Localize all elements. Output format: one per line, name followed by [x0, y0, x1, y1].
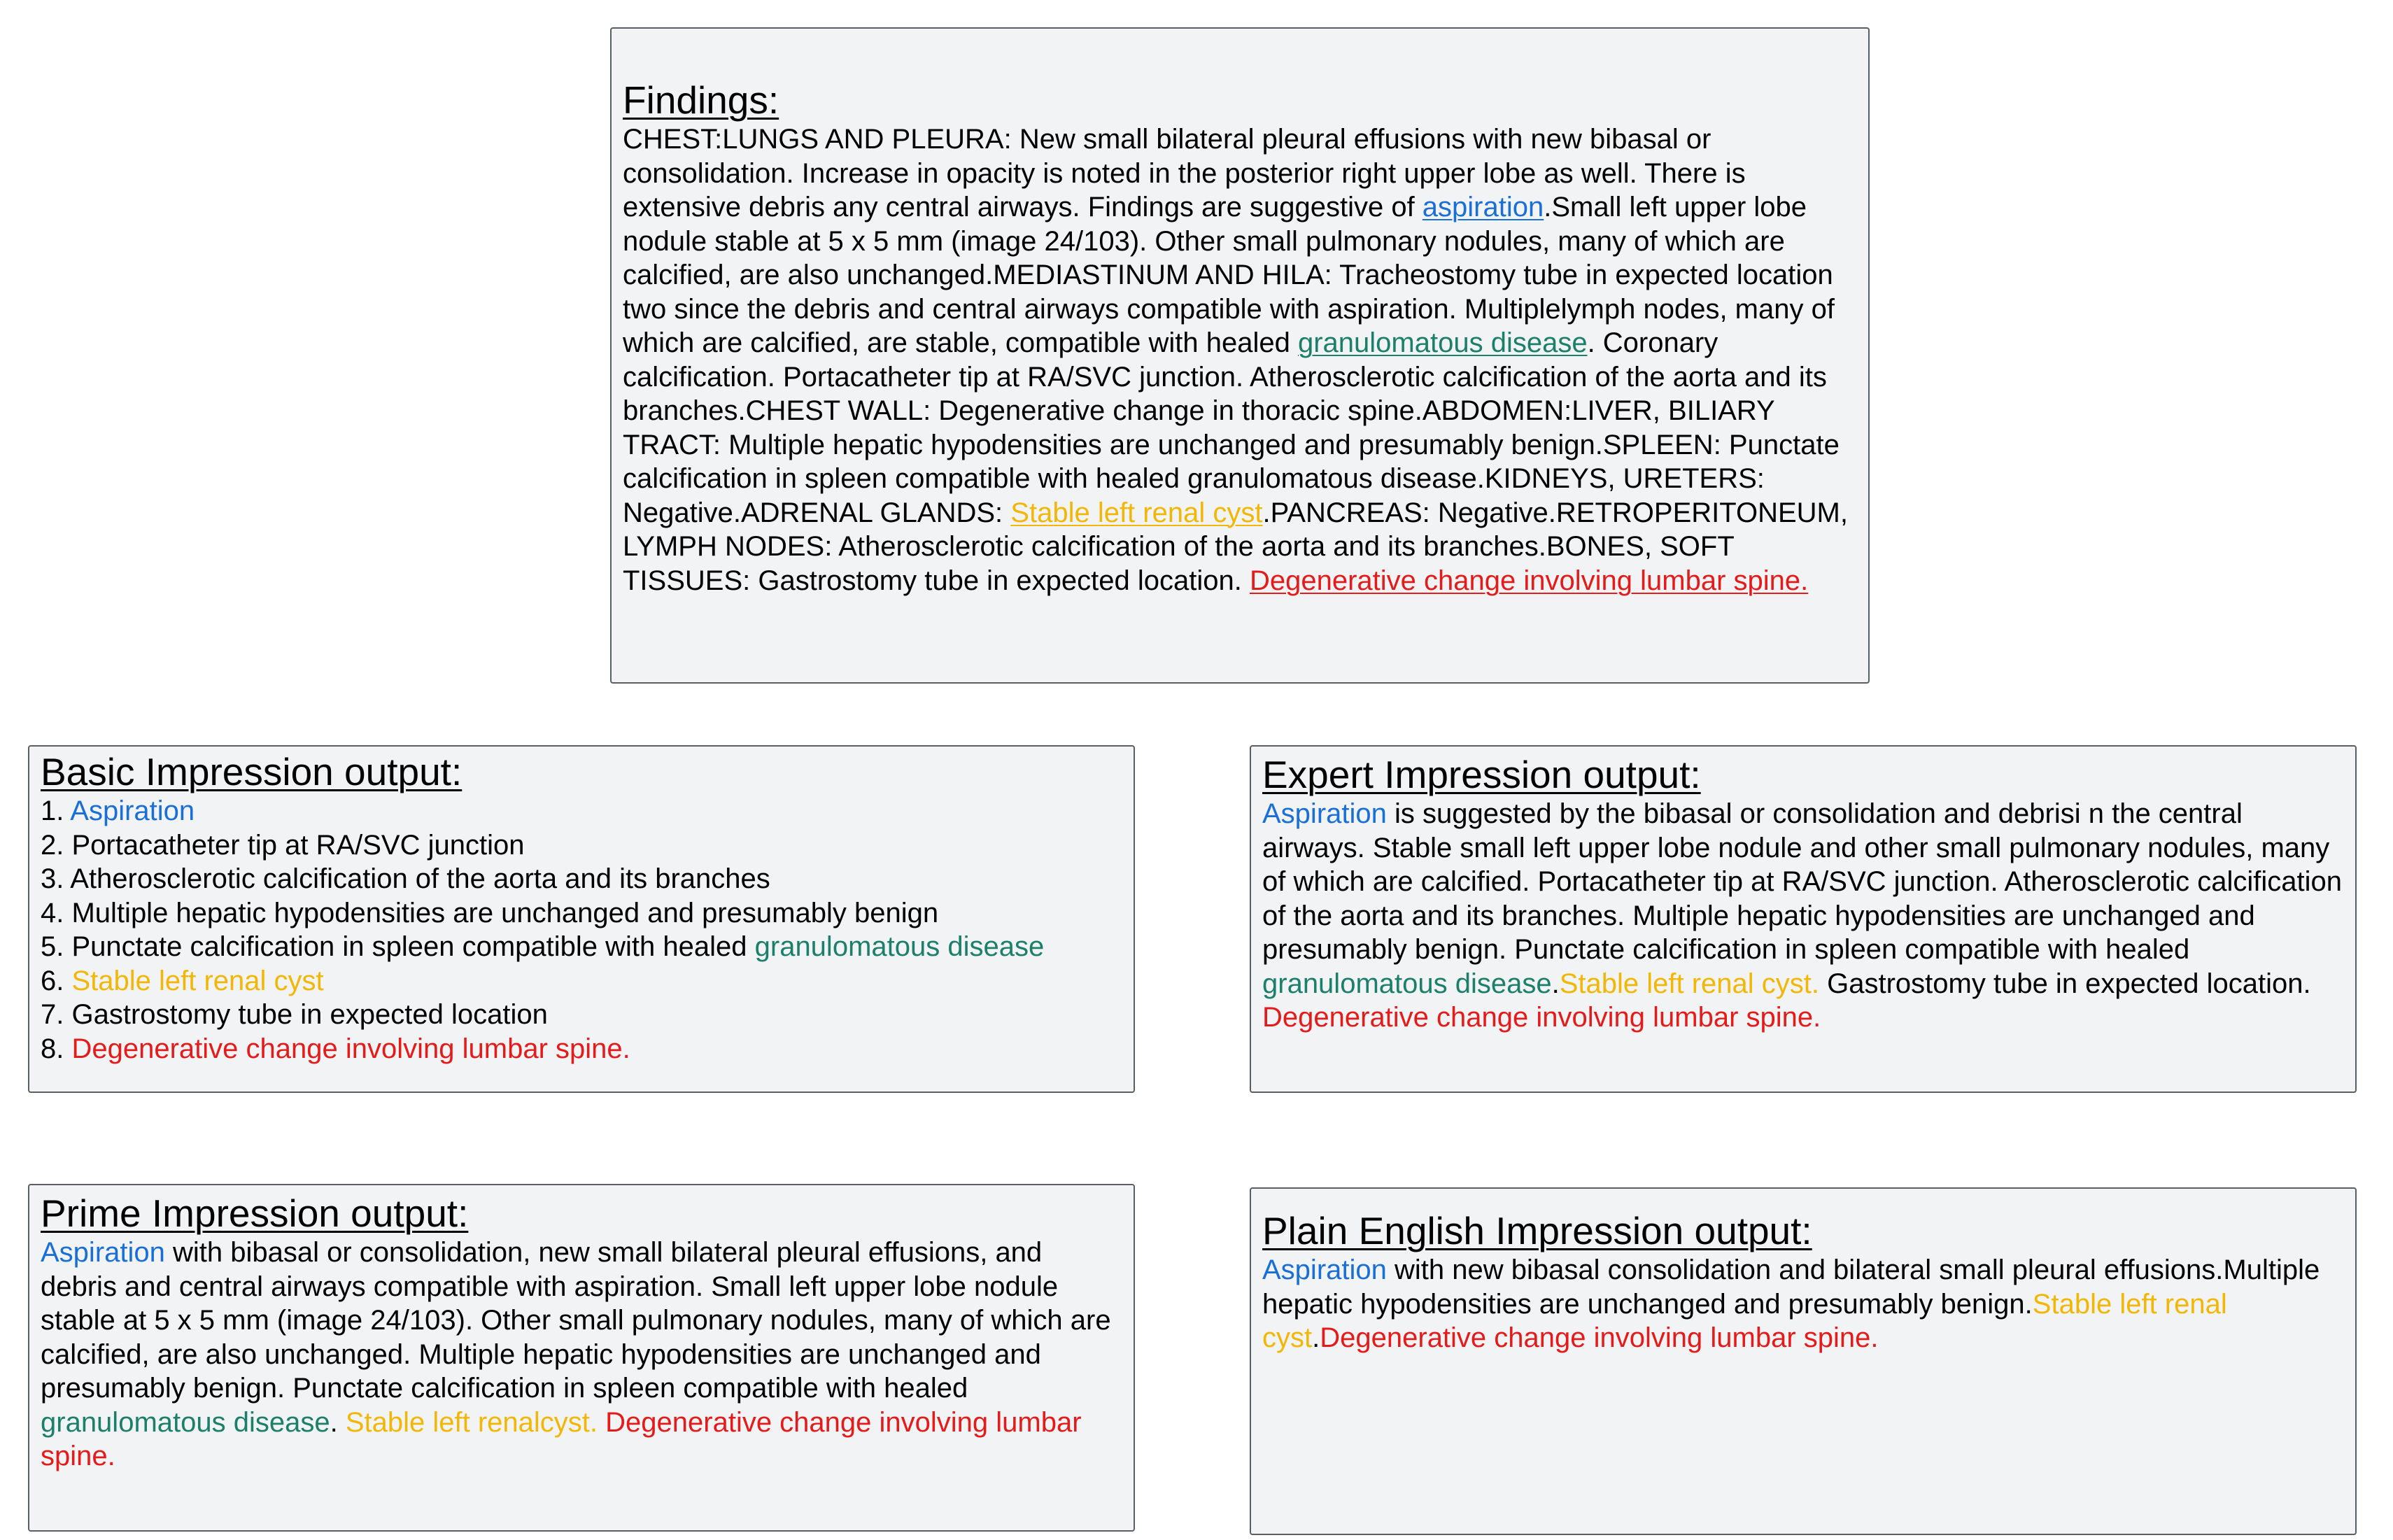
text-segment: Gastrostomy tube in expected location. [1819, 968, 2311, 999]
expert-impression-box [1250, 745, 2357, 1093]
lumbar-highlight: Degenerative change involving lumbar spine. [1320, 1322, 1879, 1353]
findings-box [610, 27, 1870, 684]
text-segment: is suggested by the bibasal or consolidation and debrisi n the central airways. Stable small left upper lobe nodule and other small pulmonary nodules, many of which are calcified. Portacatheter tip at RA/SVC junction. Atherosclerotic calcification of the aorta and its branches. Multiple hepatic hypodensities are unchanged and presumably benign. Punctate calcification in spleen compatible with healed [1262, 798, 2342, 965]
list-item-number: 6. [41, 965, 72, 996]
aspiration-highlight: Aspiration [1262, 1255, 1387, 1285]
expert-impression-text [1262, 797, 2344, 1035]
aspiration-highlight: Aspiration [41, 1237, 165, 1268]
list-item-text: Portacatheter tip at RA/SVC junction [71, 829, 525, 861]
list-item [41, 862, 1122, 896]
text-segment: . [330, 1406, 346, 1438]
aspiration-highlight: Aspiration [1262, 798, 1387, 829]
findings-segment-2: .Small left upper lobe nodule stable at 5 x 5 mm (image 24/103). Other small pulmonary nodules, many of which are calcified, are also unchanged.MEDIASTINUM AND HILA: Tracheostomy tube in expected location two since the debris and central airways compatible with aspiration. Multiplelymph nodes, many of which are calcified, are stable, compatible with healed [623, 192, 1835, 358]
renal-cyst-highlight: Stable left renal cyst [1262, 1288, 2227, 1353]
findings-segment-3: . Coronary calcification. Portacatheter tip at RA/SVC junction. Atherosclerotic calcification of the aorta and its branches.CHEST WALL: Degenerative change in thoracic spine.ABDOMEN:LIVER, BILIARY TRACT: Multiple hepatic hypodensities are unchanged and presumably benign.SPLEEN: Punctate calcification in spleen compatible with healed granulomatous disease.KIDNEYS, URETERS: Negative.ADRENAL GLANDS: [623, 327, 1840, 528]
findings-segment-1: CHEST:LUNGS AND PLEURA: New small bilateral pleural effusions with new bibasal or consolidation. Increase in opacity is noted in the posterior right upper lobe as well. There is extensive debris any central airways. Findings are suggestive of [623, 124, 1746, 222]
plain-english-impression-text [1262, 1253, 2344, 1355]
list-item-number: 8. [41, 1033, 72, 1064]
renal-cyst-highlight: Stable left renal cyst. [1559, 968, 1820, 999]
text-segment [598, 1407, 605, 1438]
granulomatous-highlight: granulomatous disease [41, 1406, 330, 1438]
findings-lumbar-highlight: Degenerative change involving lumbar spine. [1249, 565, 1809, 596]
aspiration-highlight: Aspiration [70, 796, 195, 826]
list-item [41, 1032, 1122, 1066]
text-segment: with new bibasal consolidation and bilateral small pleural effusions.Multiple hepatic hypodensities are unchanged and presumably benign. [1262, 1255, 2320, 1320]
list-item [41, 896, 1122, 931]
list-item-text: Gastrostomy tube in expected location [71, 999, 548, 1030]
list-item [41, 964, 1122, 998]
list-item-number: 2. [41, 829, 72, 861]
list-item-number: 4. [41, 897, 72, 928]
lumbar-highlight: Degenerative change involving lumbar spine. [1262, 1002, 1821, 1033]
list-item-number: 1. [41, 796, 71, 826]
granulomatous-highlight: granulomatous disease [1262, 968, 1552, 999]
prime-impression-text [41, 1236, 1122, 1474]
list-item-text: Atherosclerotic calcification of the aorta and its branches [70, 863, 770, 894]
lumbar-highlight: Degenerative change involving lumbar spine. [41, 1406, 1082, 1471]
list-item-text: Multiple hepatic hypodensities are unchanged and presumably benign [71, 897, 939, 928]
granulomatous-highlight: granulomatous disease [754, 931, 1045, 962]
lumbar-highlight: Degenerative change involving lumbar spine. [71, 1033, 630, 1064]
findings-title: Findings: [623, 78, 779, 122]
expert-impression-title: Expert Impression output: [1262, 753, 1701, 796]
list-item-number: 5. [41, 931, 72, 962]
basic-impression-box [28, 745, 1135, 1093]
list-item-number: 3. [41, 863, 71, 894]
findings-segment-4: .PANCREAS: Negative.RETROPERITONEUM, LYMPH NODES: Atherosclerotic calcification of the aorta and its branches.BONES, SOFT TISSUES: Gastrostomy tube in expected location. [623, 497, 1848, 596]
list-item-number: 7. [41, 999, 72, 1030]
basic-impression-list [41, 794, 1122, 1066]
findings-renal-cyst-highlight: Stable left renal cyst [1010, 497, 1263, 528]
list-item [41, 998, 1122, 1032]
basic-impression-title: Basic Impression output: [41, 750, 463, 793]
findings-text [623, 122, 1857, 598]
plain-english-impression-box [1250, 1187, 2357, 1535]
prime-impression-box [28, 1184, 1135, 1532]
plain-english-impression-title: Plain English Impression output: [1262, 1209, 1812, 1252]
findings-aspiration-highlight: aspiration [1422, 192, 1544, 222]
text-segment: . [1312, 1322, 1320, 1353]
list-item [41, 930, 1122, 964]
findings-granulomatous-highlight: granulomatous disease [1297, 327, 1588, 358]
list-item [41, 794, 1122, 828]
text-segment: with bibasal or consolidation, new small bilateral pleural effusions, and debris and central airways compatible with aspiration. Small left upper lobe nodule stable at 5 x 5 mm (image 24/103). Other small pulmonary nodules, many of which are calcified, are also unchanged. Multiple hepatic hypodensities are unchanged and presumably benign. Punctate calcification in spleen compatible with healed [41, 1237, 1111, 1404]
text-segment: . [1551, 968, 1560, 999]
renal-cyst-highlight: Stable left renal cyst [71, 965, 324, 996]
prime-impression-title: Prime Impression output: [41, 1192, 469, 1235]
list-item-text: Punctate calcification in spleen compatible with healed [71, 931, 755, 962]
list-item [41, 828, 1122, 863]
renal-cyst-highlight: Stable left renalcyst. [345, 1406, 598, 1438]
